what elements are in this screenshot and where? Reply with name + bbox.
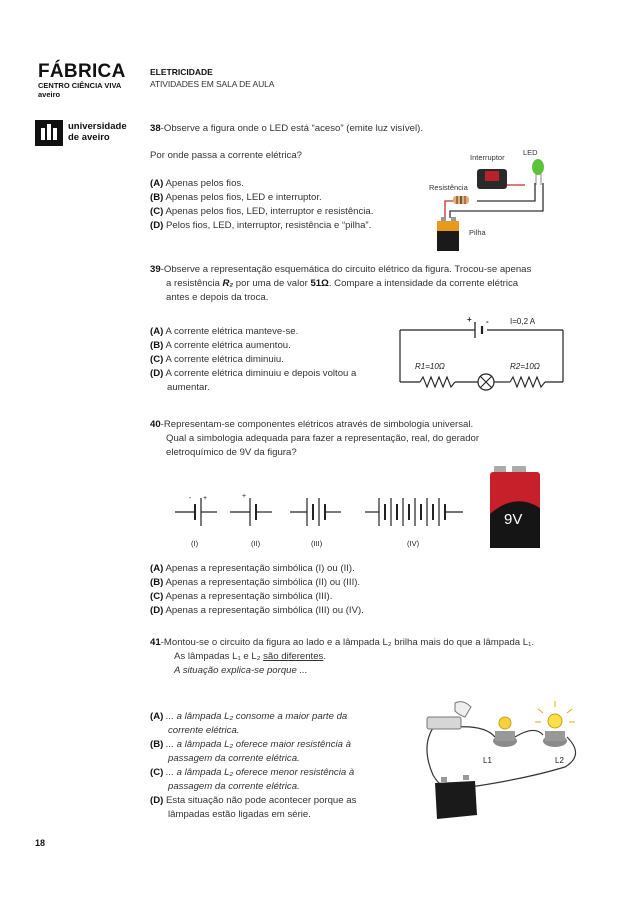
q38-option-d[interactable] xyxy=(150,219,373,233)
uni-line2: de aveiro xyxy=(68,131,110,143)
q39-option-a[interactable] xyxy=(150,325,356,339)
r2-label: R2=10Ω xyxy=(510,362,540,371)
q40-number: 40 xyxy=(150,419,161,430)
q39-circuit-diagram xyxy=(395,312,570,392)
resistor-r1-icon xyxy=(420,377,455,387)
q41-line1: -Montou-se o circuito da figura ao lado e a lâmpada L₂ brilha mais do que a lâmpada L₁. xyxy=(160,637,535,648)
option-text: Apenas a representação simbólica (III). xyxy=(163,591,333,602)
option-letter: (B) xyxy=(150,192,164,203)
option-letter: (B) xyxy=(150,739,164,750)
q41-option-d[interactable] xyxy=(150,794,405,808)
option-text: ... a lâmpada L₂ oferece maior resistência à xyxy=(163,739,351,750)
option-text: Apenas a representação simbólica (I) ou (II). xyxy=(163,563,355,574)
q39-line1: -Observe a representação esquemática do circuito elétrico da figura. Trocou-se apenas xyxy=(160,264,532,275)
r1-label: R1=10Ω xyxy=(415,362,445,371)
section-subtitle: ATIVIDADES EM SALA DE AULA xyxy=(150,79,275,89)
svg-text:+: + xyxy=(203,495,208,502)
option-text: Apenas a representação simbólica (II) ou (III). xyxy=(163,577,361,588)
minus-sign: - xyxy=(486,317,489,326)
q40-symbols xyxy=(165,490,485,550)
q39-line2b: por uma de valor xyxy=(233,278,311,289)
q41-line3: A situação explica-se porque ... xyxy=(174,665,308,676)
symbol-label-iii: (III) xyxy=(311,539,323,548)
q38-statement xyxy=(150,122,423,136)
option-text: ... a lâmpada L₂ consome a maior parte da xyxy=(163,711,348,722)
q41-options xyxy=(150,710,405,822)
q39-resistor-name: R₂ xyxy=(222,278,234,289)
symbol-label-ii: (II) xyxy=(251,539,261,548)
option-text: A corrente elétrica aumentou. xyxy=(163,340,291,351)
q39-line2a: a resistência xyxy=(166,278,223,289)
q41-line2a: As lâmpadas L₁ e L₂ xyxy=(174,651,264,662)
university-name xyxy=(68,122,127,143)
option-letter: (B) xyxy=(150,577,164,588)
q38-circuit-figure xyxy=(425,143,565,255)
university-logo-icon xyxy=(35,120,63,146)
symbol-label-iv: (IV) xyxy=(407,539,420,548)
section-title: ELETRICIDADE xyxy=(150,67,213,77)
q39-option-b[interactable] xyxy=(150,339,356,353)
logo-line1: CENTRO CIÊNCIA VIVA xyxy=(38,81,122,90)
q41-line2c: . xyxy=(323,651,327,662)
q41-option-a-cont: corrente elétrica. xyxy=(168,725,240,736)
page-number: 18 xyxy=(35,838,46,848)
option-text: Pelos fios, LED, interruptor, resistência e “pilha”. xyxy=(163,220,372,231)
q38-option-a[interactable] xyxy=(150,177,373,191)
option-text: A corrente elétrica diminuiu. xyxy=(163,354,284,365)
battery-icon xyxy=(435,775,477,819)
battery-icon xyxy=(437,217,459,251)
q39-option-c[interactable] xyxy=(150,353,356,367)
option-text: A corrente elétrica manteve-se. xyxy=(163,326,299,337)
q40-option-d[interactable] xyxy=(150,604,364,618)
q41-number: 41 xyxy=(150,637,161,648)
option-letter: (D) xyxy=(150,368,164,379)
option-letter: (C) xyxy=(150,206,164,217)
q40-option-a[interactable] xyxy=(150,562,364,576)
q41-option-b[interactable] xyxy=(150,738,405,752)
q39-options xyxy=(150,325,356,395)
resistor-label: Resistência xyxy=(429,183,468,192)
switch-label: Interruptor xyxy=(470,153,505,162)
symbol-label-i: (I) xyxy=(191,539,199,548)
q41-option-d-cont: lâmpadas estão ligadas em série. xyxy=(168,809,311,820)
battery-label: Pilha xyxy=(469,228,486,237)
lamp-l1-icon xyxy=(493,717,517,747)
q38-options xyxy=(150,177,373,233)
q38-number: 38 xyxy=(150,123,161,134)
option-text: Apenas pelos fios. xyxy=(163,178,244,189)
option-letter: (C) xyxy=(150,767,164,778)
q38-text: -Observe a figura onde o LED está “aceso” (emite luz visível). xyxy=(160,123,424,134)
option-text: Apenas a representação simbólica (III) ou (IV). xyxy=(163,605,364,616)
resistor-r2-icon xyxy=(510,377,545,387)
q40-option-c[interactable] xyxy=(150,590,364,604)
symbol-ii xyxy=(230,493,272,526)
option-text: Apenas pelos fios, LED, interruptor e resistência. xyxy=(163,206,374,217)
option-letter: (B) xyxy=(150,340,164,351)
option-letter: (A) xyxy=(150,563,164,574)
l1-label: L1 xyxy=(483,756,492,765)
fabrica-logo-subtitle xyxy=(38,82,121,99)
symbol-iv xyxy=(365,498,463,526)
current-label: I=0,2 A xyxy=(510,317,536,326)
option-letter: (D) xyxy=(150,795,164,806)
uni-line1: universidade xyxy=(68,121,127,132)
q40-line2: Qual a simbologia adequada para fazer a representação, real, do gerador xyxy=(166,433,480,444)
q41-statement xyxy=(150,636,590,678)
logo-line2: aveiro xyxy=(38,89,61,99)
l2-label: L2 xyxy=(555,756,564,765)
q39-number: 39 xyxy=(150,264,161,275)
svg-text:-: - xyxy=(189,495,192,502)
option-letter: (A) xyxy=(150,326,164,337)
battery-9v-label: 9V xyxy=(504,511,523,528)
q38-question: Por onde passa a corrente elétrica? xyxy=(150,150,302,161)
q41-option-a[interactable] xyxy=(150,710,405,724)
q41-circuit-photo xyxy=(415,695,590,825)
option-letter: (D) xyxy=(150,605,164,616)
q41-option-c[interactable] xyxy=(150,766,405,780)
q39-statement xyxy=(150,263,570,305)
led-label: LED xyxy=(523,148,538,157)
symbol-i xyxy=(175,495,217,526)
option-text: Esta situação não pode acontecer porque as xyxy=(163,795,357,806)
resistor-icon xyxy=(453,196,469,204)
fabrica-logo: FÁBRICA xyxy=(38,61,126,82)
option-letter: (C) xyxy=(150,591,164,602)
q39-resistor-value: 51Ω xyxy=(310,278,329,289)
option-letter: (C) xyxy=(150,354,164,365)
q39-option-d[interactable] xyxy=(150,367,356,381)
lamp-icon xyxy=(478,374,494,390)
led-icon xyxy=(532,159,544,185)
q40-options xyxy=(150,562,364,618)
option-letter: (A) xyxy=(150,711,164,722)
q40-line1: -Representam-se componentes elétricos através de simbologia universal. xyxy=(160,419,474,430)
option-text: ... a lâmpada L₂ oferece menor resistência à xyxy=(163,767,355,778)
q41-option-c-cont: passagem da corrente elétrica. xyxy=(168,781,300,792)
q39-line3: antes e depois da troca. xyxy=(166,292,269,303)
plus-sign: + xyxy=(467,315,472,324)
q38-option-c[interactable] xyxy=(150,205,373,219)
symbol-iii xyxy=(290,498,341,526)
q38-option-b[interactable] xyxy=(150,191,373,205)
switch-icon xyxy=(477,169,507,189)
option-text: Apenas pelos fios, LED e interruptor. xyxy=(163,192,322,203)
option-text: A corrente elétrica diminuiu e depois voltou a xyxy=(163,368,357,379)
q39-option-d-cont: aumentar. xyxy=(167,382,210,393)
q40-line3: eletroquímico de 9V da figura? xyxy=(166,447,297,458)
switch-hand-icon xyxy=(427,702,471,729)
nine-volt-battery-icon xyxy=(488,464,548,550)
q41-option-b-cont: passagem da corrente elétrica. xyxy=(168,753,300,764)
option-letter: (D) xyxy=(150,220,164,231)
lamp-l2-icon xyxy=(535,701,575,747)
q41-line2-underlined: são diferentes xyxy=(263,651,324,662)
q40-option-b[interactable] xyxy=(150,576,364,590)
q39-line2c: . Compare a intensidade da corrente elétrica xyxy=(328,278,519,289)
option-letter: (A) xyxy=(150,178,164,189)
q40-statement xyxy=(150,418,570,460)
svg-text:+: + xyxy=(242,493,247,500)
